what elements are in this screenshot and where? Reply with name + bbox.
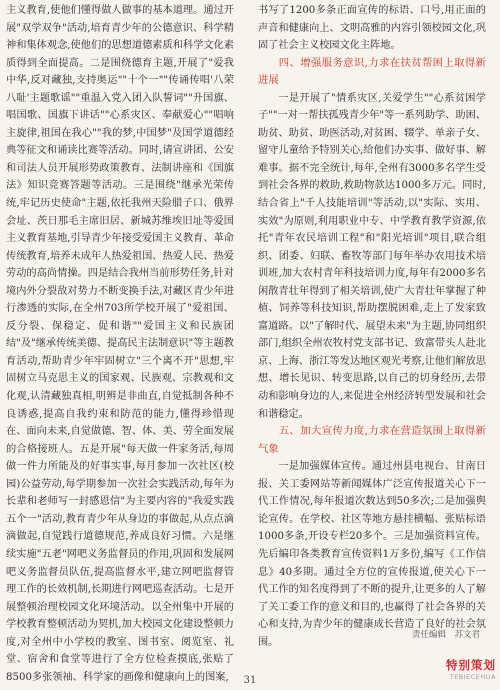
article-paragraph: 书写了1200多条正面宣传的标语、口号,用正面的声音和健康向上、文明高雅的内容引领校园文化,巩固了社会主义校园文化主阵地。 bbox=[258, 5, 486, 52]
article-paragraph: 一是开展了"情系灾区,关爱学生""心系贫困学子""一对一帮扶孤残青少年"等一系列助学、助困、助贫、助贫、助医活动,对贫困、辍学、单亲子女、留守儿童给予特别关心,给他们办实事、做好事、解难事。据不完全统计,每年,全州有3000多名学生受到社会各界的救助,救助物款达1000多万元。同时,结合省上"千人技能培训"等活动,以"实际、实用、实效"为原则,利用职业中专、中学教育教学资源,依托"青年农民培训工程"和"阳光培训"项目,联合组织、团委、妇联、畜牧等部门每年举办农用技术培训班,加大农村青年科技培训力度,每年有2000多名闲散青壮年得到了相关培训,使广大青壮年掌握了种植、饲养等科技知识,帮助摆脱困难,走上了发家致富道路。以"了解时代、展望未来"为主题,协同组织部门,组织全州农牧村党支部书记、致富带头人赴北京、上海、浙江等发达地区观光考察,让他们解放思想、增长见识、转变思路,以自己的切身经历,去带动和影响身边的人,来促进全州经济转型发展和社会和谐稳定。 bbox=[258, 92, 486, 420]
left-column bbox=[6, 2, 234, 683]
page-number: 31 bbox=[243, 675, 257, 686]
section-heading-5: 五、加大宣传力度,力求在营造氛围上取得新气象 bbox=[258, 425, 486, 455]
section-heading-4: 四、增强服务意识,力求在扶贫帮困上取得新进展 bbox=[258, 56, 486, 87]
article-paragraph: 主义教育,使他们懂得做人做事的基本道理。通过开展"双学双争"活动,培育青少年的公德意识、科学精神和集体观念,使他们的思想道德素质和科学文化素质得到全面提高。二是围绕德育主题,开展了"爱我中华,反对藏独,支持奥运""十个一""传诵传唱'八荣八耻'主题歌谣""重温入党入团入队誓词""升国旗、唱国歌、国旗下讲话""心系灾区、奉献爱心""唱响主旋律,祖国在我心""我的梦,中国梦"及国学道德经典等征文和诵读比赛等活动。同时,请宣讲团、公安和司法人员开展形势政策教育、法制讲座和《国旗法》知识竞赛答题等活动。三是围绕"继承光荣传统,牢记历史使命"主题,依托我州天险腊子口、俄界会址、茨日那毛主席旧居、新城苏维埃旧址等爱国主义教育基地,引导青少年接受爱国主义教育、革命传统教育,培养未成年人热爱祖国、热爱人民、热爱劳动的高尚情操。四是结合我州当前形势任务,针对境内外分裂敌对势力不断变换手法,对藏区青少年进行渗透的实际,在全州703所学校开展了"爱祖国、反分裂、保稳定、促和谐""爱国主义和民族团结"及"继承传统美德、提高民主法制意识"等主题教育活动,帮助青少年牢固树立"三个离不开"思想,牢固树立马克思主义的国家观、民族观、宗教观和文化观,认清藏独真相,明辨是非曲直,自觉抵制各种不良诱惑,提高自我约束和防范的能力,懂得珍惜现在、面向未来,自觉做德、智、体、美、劳全面发展的合格接班人。五是开展"每天做一件家务活,每周做一件力所能及的好事实事,每月参加一次社区(校园)公益劳动,每学期参加一次社会实践活动,每年为长辈和老师写一封感恩信"为主要内容的"我爱实践五个一"活动,教育青少年从身边的事做起,从点点滴滴做起,自觉践行道德规范,养成良好习惯。六是继续实施"五老"网吧义务监督员的作用,巩固和发展网吧义务监督员队伍,提高监督水平,建立网吧监督管理工作的长效机制,长期进行网吧巡查活动。七是开展整顿治理校园文化环境活动。以全州集中开展的学校教育整顿活动为契机,加大校园文化建设整顿力度,对全州中小学校的教室、图书室、阅览室、礼堂、宿舍和食堂等进行了全方位检查摸底,张贴了8500多张领袖、科学家的画像和健康向上的图案, bbox=[6, 5, 234, 683]
brand-subtitle: TEBIECEHUA bbox=[449, 673, 496, 681]
section-brand bbox=[446, 657, 496, 681]
editor-credit: 责任编辑 苏文君 bbox=[411, 630, 480, 640]
brand-title: 特别策划 bbox=[446, 658, 496, 672]
article-paragraph: 一是加强媒体宣传。通过州县电视台、甘南日报、关工委网站等新闻媒体广泛宣传报道关心下一代工作情况,每年报道次数达到50多次;二是加强舆论宣传。在学校、社区等地方悬挂横幅、张贴标语1000多条,开设专栏20多个。三是加强资料宣传。先后编印各类教育宣传资料1万多份,编写《工作信息》40多期。通过全方位的宣传报道,使关心下一代工作的知名度得到了不断的提升,让更多的人了解了关工委工作的意义和目的,也赢得了社会各界的关心和支持,为青少年的健康成长营造了良好的社会氛围。 bbox=[258, 461, 486, 648]
